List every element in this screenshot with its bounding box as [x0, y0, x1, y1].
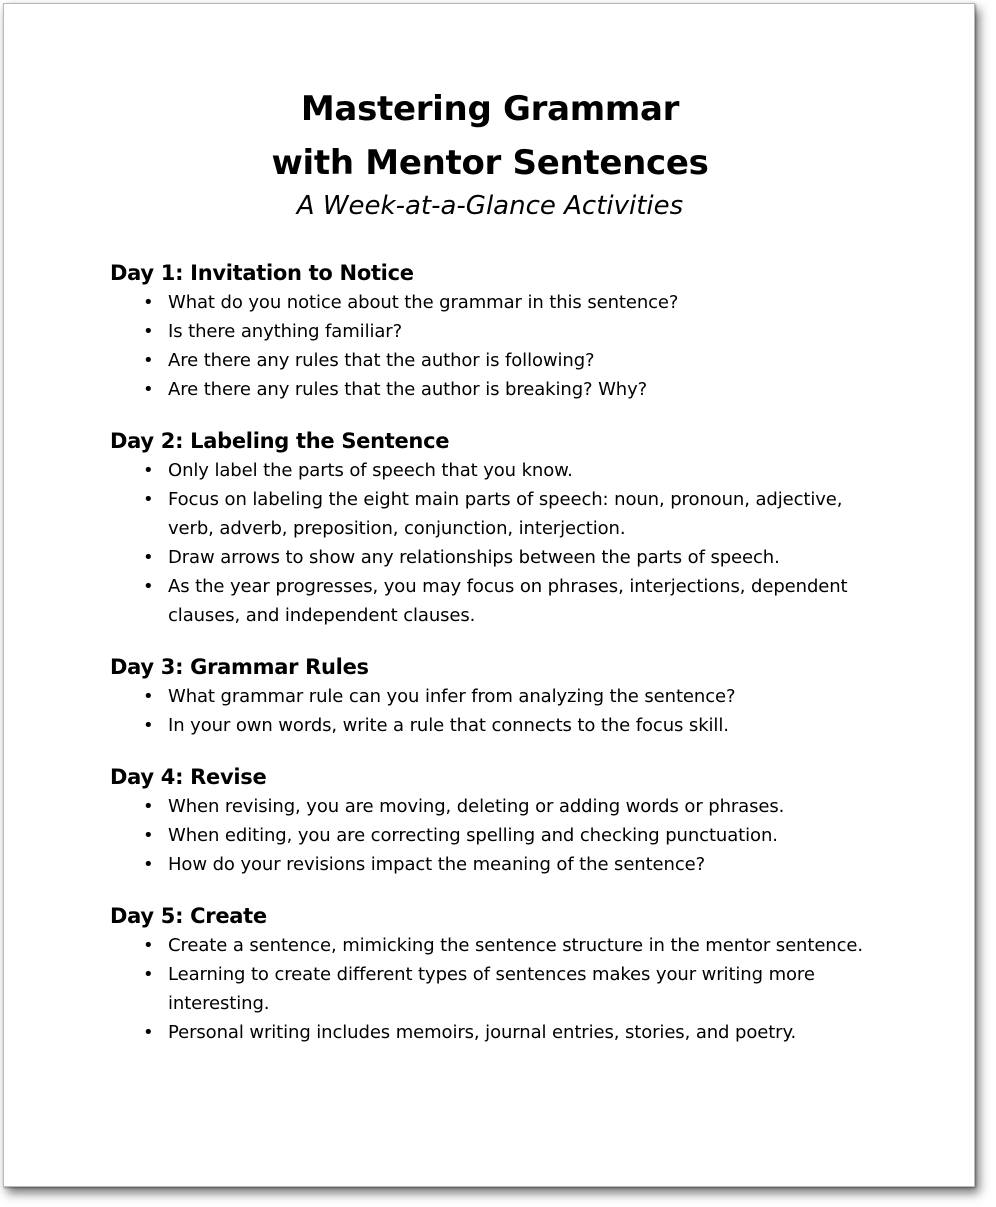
list-item-text: What do you notice about the grammar in this sentence? — [168, 292, 679, 313]
bullet-icon: • — [143, 379, 154, 400]
section-heading: Day 2: Labeling the Sentence — [110, 429, 450, 453]
list-item — [110, 931, 890, 960]
section-day-5 — [110, 901, 890, 1047]
bullet-icon: • — [143, 686, 154, 707]
bullet-icon: • — [143, 350, 154, 371]
bullet-icon: • — [143, 715, 154, 736]
list-item-text: Create a sentence, mimicking the sentence structure in the mentor sentence. — [168, 935, 864, 956]
list-item-text: Draw arrows to show any relationships between the parts of speech. — [168, 547, 780, 568]
section-day-4 — [110, 762, 890, 879]
list-item — [110, 960, 890, 1018]
bullet-icon: • — [143, 321, 154, 342]
list-item — [110, 850, 890, 879]
bullet-list — [110, 288, 890, 404]
list-item — [110, 821, 890, 850]
list-item-text: Learning to create different types of sentences makes your writing more interesting. — [168, 964, 815, 1014]
list-item-text: Personal writing includes memoirs, journal entries, stories, and poetry. — [168, 1022, 797, 1043]
document-title-line-1: Mastering Grammar — [300, 89, 680, 129]
list-item — [110, 288, 890, 317]
bullet-icon: • — [143, 292, 154, 313]
sections-list — [110, 258, 890, 1069]
bullet-list — [110, 682, 890, 740]
list-item — [110, 682, 890, 711]
bullet-icon: • — [143, 547, 154, 568]
list-item — [110, 792, 890, 821]
list-item-text: When revising, you are moving, deleting or adding words or phrases. — [168, 796, 785, 817]
list-item-text: How do your revisions impact the meaning of the sentence? — [168, 854, 706, 875]
section-heading: Day 4: Revise — [110, 765, 267, 789]
bullet-icon: • — [143, 460, 154, 481]
bullet-list — [110, 456, 890, 630]
list-item — [110, 711, 890, 740]
bullet-list — [110, 931, 890, 1047]
document-title-line-2: with Mentor Sentences — [271, 143, 709, 183]
list-item — [110, 543, 890, 572]
list-item — [110, 456, 890, 485]
list-item-text: Are there any rules that the author is breaking? Why? — [168, 379, 648, 400]
bullet-icon: • — [143, 825, 154, 846]
bullet-icon: • — [143, 796, 154, 817]
section-heading: Day 1: Invitation to Notice — [110, 261, 414, 285]
bullet-icon: • — [143, 576, 154, 597]
list-item-text: As the year progresses, you may focus on phrases, interjections, dependent clauses, and independent clauses. — [168, 576, 848, 626]
list-item-text: What grammar rule can you infer from analyzing the sentence? — [168, 686, 736, 707]
section-heading: Day 3: Grammar Rules — [110, 655, 369, 679]
list-item-text: Only label the parts of speech that you know. — [168, 460, 573, 481]
section-heading: Day 5: Create — [110, 904, 267, 928]
list-item — [110, 346, 890, 375]
list-item — [110, 572, 890, 630]
list-item-text: Are there any rules that the author is following? — [168, 350, 595, 371]
bullet-icon: • — [143, 1022, 154, 1043]
list-item-text: In your own words, write a rule that connects to the focus skill. — [168, 715, 729, 736]
document-page — [3, 3, 975, 1187]
bullet-icon: • — [143, 935, 154, 956]
bullet-list — [110, 792, 890, 879]
document-subtitle: A Week-at-a-Glance Activities — [296, 191, 684, 221]
bullet-icon: • — [143, 854, 154, 875]
list-item — [110, 1018, 890, 1047]
bullet-icon: • — [143, 489, 154, 510]
section-day-2 — [110, 426, 890, 630]
document-header — [4, 82, 976, 226]
list-item-text: Focus on labeling the eight main parts of speech: noun, pronoun, adjective, verb, adverb, preposition, conjunction, interjection. — [168, 489, 843, 539]
list-item-text: When editing, you are correcting spelling and checking punctuation. — [168, 825, 778, 846]
list-item-text: Is there anything familiar? — [168, 321, 403, 342]
section-day-3 — [110, 652, 890, 740]
list-item — [110, 317, 890, 346]
list-item — [110, 375, 890, 404]
section-day-1 — [110, 258, 890, 404]
list-item — [110, 485, 890, 543]
bullet-icon: • — [143, 964, 154, 985]
